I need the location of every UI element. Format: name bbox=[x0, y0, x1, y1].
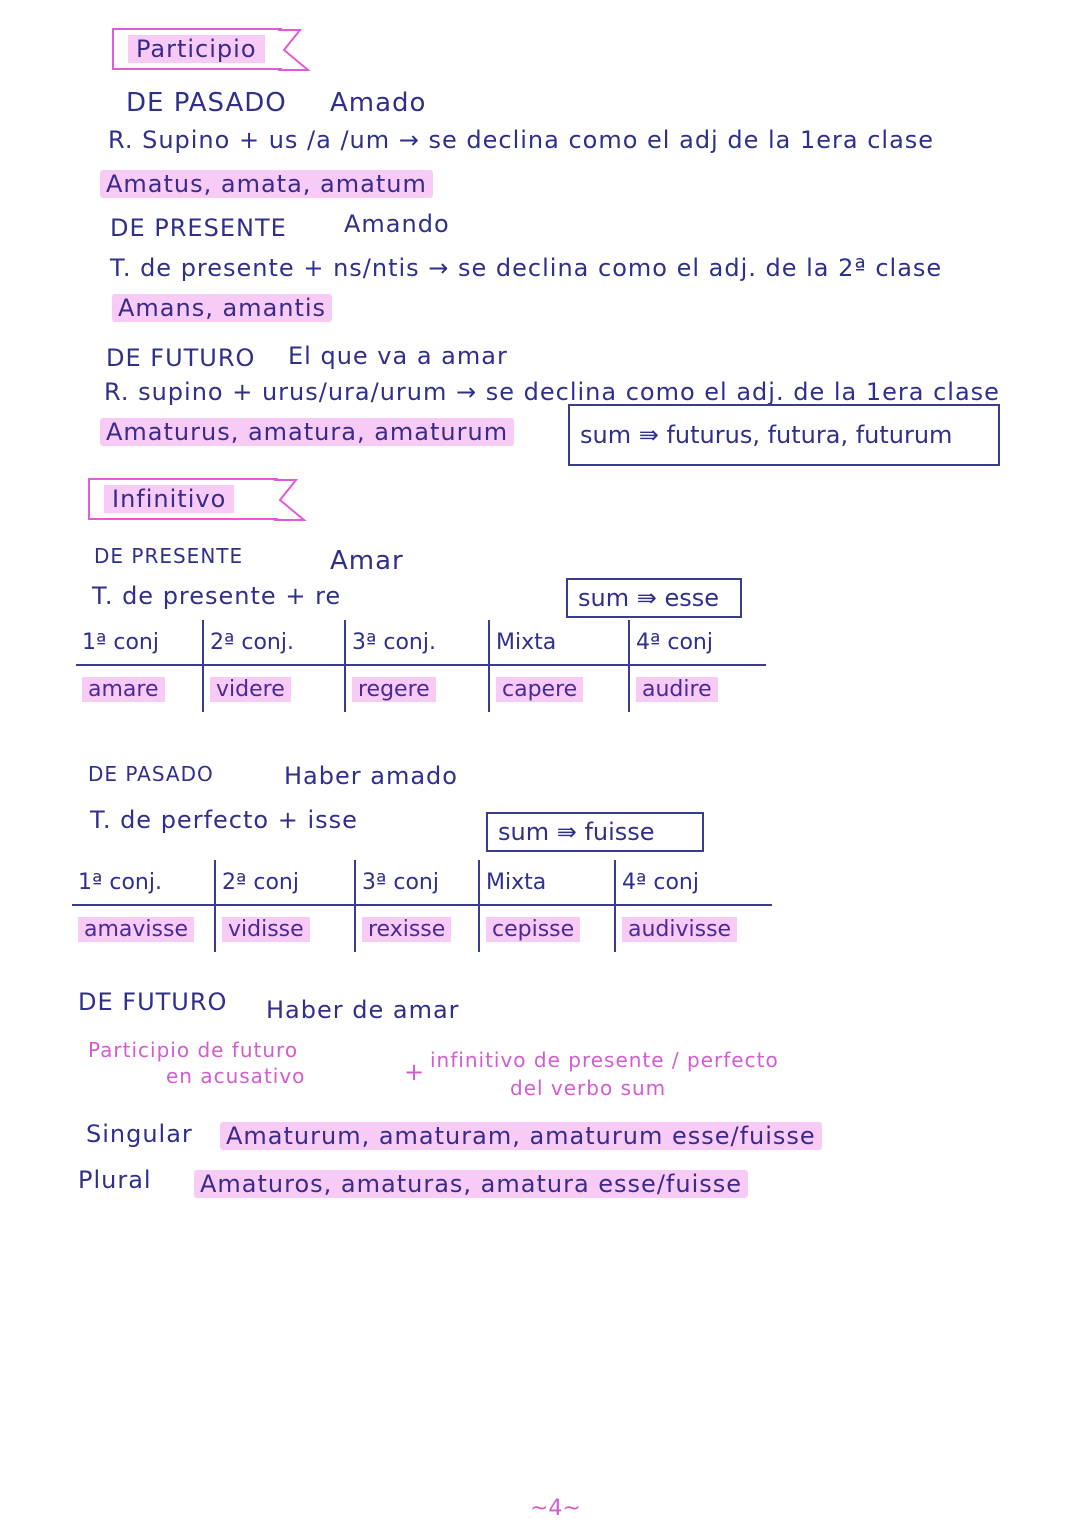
table-header: 4ª conj bbox=[628, 620, 758, 664]
participio-futuro-rule: R. supino + urus/ura/urum → se declina como el adj. de la 1era clase bbox=[104, 378, 1000, 406]
table-cell: audivisse bbox=[614, 906, 764, 952]
table-row bbox=[76, 666, 766, 712]
table-header: 2ª conj bbox=[214, 860, 354, 904]
table-header: Mixta bbox=[488, 620, 628, 664]
infinitivo-presente-sum-box bbox=[566, 578, 742, 618]
infinitivo-presente-label: DE PRESENTE bbox=[94, 544, 244, 568]
infinitivo-heading: Infinitivo bbox=[104, 485, 234, 513]
table-header: 4ª conj bbox=[614, 860, 764, 904]
participio-presente-example: Amans, amantis bbox=[112, 294, 332, 322]
banner-tail-icon bbox=[274, 476, 314, 524]
participio-futuro-label: DE FUTURO bbox=[106, 344, 256, 372]
infinitivo-presente-table bbox=[76, 620, 766, 712]
participio-presente-rule: T. de presente + ns/ntis → se declina como el adj. de la 2ª clase bbox=[110, 254, 943, 282]
table-header: 3ª conj. bbox=[344, 620, 488, 664]
infinitivo-pasado-label: DE PASADO bbox=[88, 762, 214, 786]
infinitivo-heading-banner bbox=[88, 478, 278, 520]
infinitivo-pasado-meaning: Haber amado bbox=[284, 762, 458, 790]
participio-pasado-example: Amatus, amata, amatum bbox=[100, 170, 433, 198]
participio-futuro-example: Amaturus, amatura, amaturum bbox=[100, 418, 514, 446]
table-header: 1ª conj bbox=[82, 629, 159, 655]
formula-plus: + bbox=[404, 1058, 426, 1086]
singular-label: Singular bbox=[86, 1120, 193, 1148]
participio-pasado-meaning: Amado bbox=[330, 88, 427, 118]
plural-value: Amaturos, amaturas, amatura esse/fuisse bbox=[194, 1170, 748, 1198]
participio-pasado-rule: R. Supino + us /a /um → se declina como el adj de la 1era clase bbox=[108, 126, 935, 154]
participio-futuro-sum-text: sum ⇛ futurus, futura, futurum bbox=[580, 421, 953, 449]
participio-presente-label: DE PRESENTE bbox=[110, 214, 287, 242]
banner-tail-icon bbox=[278, 26, 318, 74]
table-header: 2ª conj. bbox=[202, 620, 344, 664]
participio-futuro-sum-box bbox=[568, 404, 1000, 466]
table-cell: regere bbox=[344, 666, 488, 712]
table-header: 1ª conj. bbox=[78, 869, 162, 895]
table-header: 3ª conj bbox=[354, 860, 478, 904]
formula-left-line-2: en acusativo bbox=[166, 1064, 306, 1088]
table-header: Mixta bbox=[478, 860, 614, 904]
participio-pasado-label: DE PASADO bbox=[126, 88, 287, 118]
table-row bbox=[72, 906, 772, 952]
infinitivo-futuro-meaning: Haber de amar bbox=[266, 996, 460, 1024]
infinitivo-presente-sum-text: sum ⇛ esse bbox=[578, 584, 719, 612]
infinitivo-pasado-table bbox=[72, 860, 772, 952]
table-cell: amare bbox=[76, 666, 202, 712]
plural-label: Plural bbox=[78, 1166, 152, 1194]
infinitivo-pasado-sum-box bbox=[486, 812, 704, 852]
participio-futuro-meaning: El que va a amar bbox=[288, 342, 508, 370]
infinitivo-pasado-rule: T. de perfecto + isse bbox=[90, 806, 358, 834]
participio-heading-banner bbox=[112, 28, 282, 70]
singular-value: Amaturum, amaturam, amaturum esse/fuisse bbox=[220, 1122, 822, 1150]
formula-left-line-1: Participio de futuro bbox=[88, 1038, 299, 1062]
table-cell: vidisse bbox=[214, 906, 354, 952]
table-cell: amavisse bbox=[72, 906, 214, 952]
table-cell: capere bbox=[488, 666, 628, 712]
page-number: ~4~ bbox=[530, 1496, 581, 1521]
infinitivo-presente-meaning: Amar bbox=[330, 546, 404, 576]
participio-heading: Participio bbox=[128, 35, 265, 63]
table-cell: cepisse bbox=[478, 906, 614, 952]
table-cell: rexisse bbox=[354, 906, 478, 952]
infinitivo-presente-rule: T. de presente + re bbox=[92, 582, 342, 610]
formula-right-line-2: del verbo sum bbox=[510, 1076, 667, 1100]
infinitivo-futuro-label: DE FUTURO bbox=[78, 988, 228, 1016]
infinitivo-pasado-sum-text: sum ⇛ fuisse bbox=[498, 818, 655, 846]
table-cell: audire bbox=[628, 666, 758, 712]
table-header-row bbox=[76, 620, 766, 664]
formula-right-line-1: infinitivo de presente / perfecto bbox=[430, 1048, 779, 1072]
table-cell: videre bbox=[202, 666, 344, 712]
participio-presente-meaning: Amando bbox=[344, 210, 450, 238]
table-header-row bbox=[72, 860, 772, 904]
